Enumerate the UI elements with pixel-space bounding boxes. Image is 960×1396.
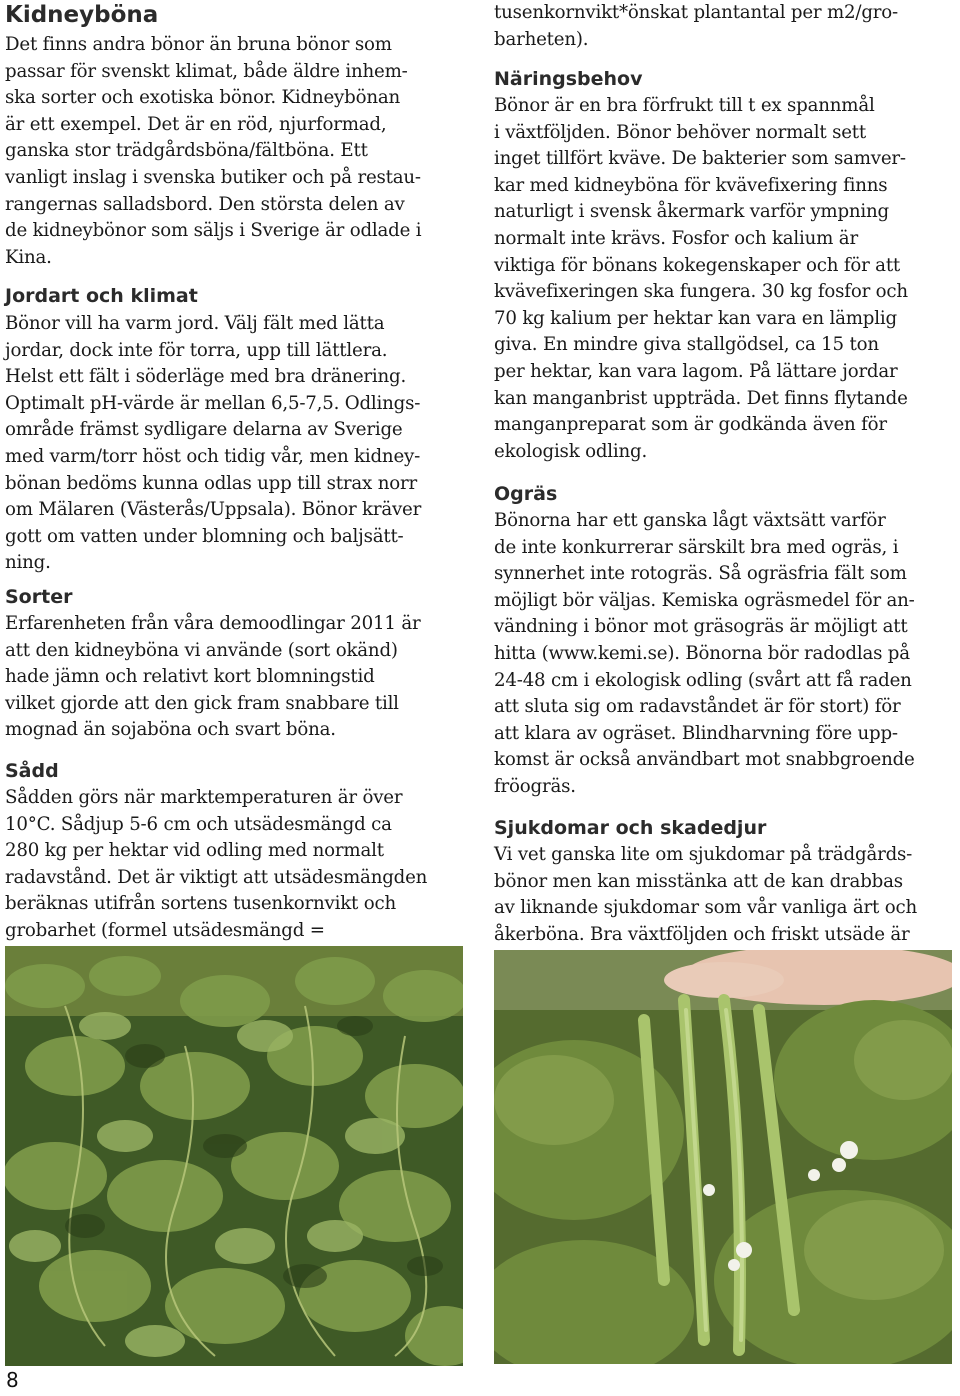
- text-line: barheten).: [494, 28, 589, 50]
- text-line: rangernas salladsbord. Den största delen av: [5, 193, 405, 215]
- text-line: Sådden görs när marktemperaturen är över: [5, 787, 403, 808]
- text-line: ganska stor trädgårdsböna/fältböna. Ett: [5, 140, 368, 162]
- section-heading: Näringsbehov: [494, 68, 643, 90]
- text-line: passar för svenskt klimat, både äldre inhem-: [5, 60, 408, 82]
- text-line: 24-48 cm i ekologisk odling (svårt att få raden: [494, 669, 912, 691]
- paragraph: [494, 0, 898, 53]
- text-line: kar med kidneyböna för kvävefixering finns: [494, 174, 888, 196]
- text-line: Bönorna har ett ganska lågt växtsätt varför: [494, 510, 886, 531]
- text-line: att klara av ogräset. Blindharvning före upp-: [494, 722, 898, 744]
- text-line: ning.: [5, 552, 51, 574]
- text-line: de inte konkurrerar särskilt bra med ogräs, i: [494, 536, 899, 558]
- text-line: manganpreparat som är godkända även för: [494, 414, 887, 436]
- section-heading: Sådd: [5, 760, 59, 782]
- text-line: giva. En mindre giva stallgödsel, ca 15 ton: [494, 334, 879, 356]
- text-line: hade jämn och relativt kort blomningstid: [5, 666, 375, 688]
- text-line: Det finns andra bönor än bruna bönor som: [5, 34, 392, 55]
- text-line: Bönor vill ha varm jord. Välj fält med lätta: [5, 313, 385, 334]
- text-line: möjligt bör väljas. Kemiska ogräsmedel för an-: [494, 589, 915, 611]
- paragraph: [5, 32, 421, 271]
- text-line: med varm/torr höst och tidig vår, men kidney-: [5, 445, 421, 467]
- text-line: 280 kg per hektar vid odling med normalt: [5, 840, 384, 862]
- section-jordart: [5, 283, 421, 577]
- text-line: att sluta sig om radavståndet är för stort) för: [494, 696, 901, 718]
- bean-field-photo: [5, 946, 463, 1366]
- page-number: 8: [6, 1368, 19, 1392]
- text-line: att den kidneyböna vi använde (sort okänd): [5, 639, 398, 661]
- text-line: naturligt i svensk åkermark varför ympning: [494, 201, 889, 223]
- text-line: Erfarenheten från våra demoodlingar 2011 är: [5, 613, 421, 634]
- bean-pods-photo: [494, 950, 952, 1364]
- text-line: vilket gjorde att den gick fram snabbare till: [5, 692, 399, 714]
- section-heading: Sorter: [5, 586, 73, 608]
- text-line: viktiga för bönans kokegenskaper och för att: [494, 254, 901, 276]
- text-line: vändning i bönor mot gräsogräs är möjligt att: [494, 616, 908, 638]
- section-sorter: [5, 584, 420, 744]
- text-line: om Mälaren (Västerås/Uppsala). Bönor kräver: [5, 499, 422, 521]
- text-line: Optimalt pH-värde är mellan 6,5-7,5. Odlings-: [5, 392, 421, 414]
- text-line: normalt inte krävs. Fosfor och kalium är: [494, 227, 858, 249]
- section-ogras: [494, 481, 915, 801]
- text-line: 10°C. Sådjup 5-6 cm och utsädesmängd ca: [5, 813, 392, 835]
- continued-text: [494, 0, 898, 53]
- bean-field-image: [5, 946, 463, 1366]
- text-line: 70 kg kalium per hektar kan vara en lämplig: [494, 307, 897, 329]
- section-sjukdomar: [494, 815, 917, 948]
- text-line: av liknande sjukdomar som vår vanliga ärt och: [494, 897, 917, 919]
- text-line: åkerböna. Bra växtföljden och friskt utsäde är: [494, 923, 910, 945]
- text-line: bönor men kan misstänka att de kan drabbas: [494, 870, 903, 892]
- text-line: område främst sydligare delarna av Sverige: [5, 419, 403, 441]
- text-line: per hektar, kan vara lagom. På lättare jordar: [494, 360, 898, 382]
- text-line: Helst ett fält i söderläge med bra dränering.: [5, 366, 407, 388]
- text-line: de kidneybönor som säljs i Sverige är odlade i: [5, 220, 422, 242]
- text-line: Bönor är en bra förfrukt till t ex spannmål: [494, 95, 875, 116]
- text-line: hitta (www.kemi.se). Bönorna bör radodlas på: [494, 642, 910, 664]
- paragraph: [494, 508, 915, 801]
- text-line: Kina.: [5, 246, 52, 268]
- text-line: inget tillfört kväve. De bakterier som samver-: [494, 148, 906, 170]
- section-heading: Jordart och klimat: [5, 285, 198, 307]
- text-line: tusenkornvikt*önskat plantantal per m2/gro-: [494, 2, 898, 23]
- section-naringsbehov: [494, 66, 908, 465]
- paragraph: [5, 611, 420, 744]
- text-line: jordar, dock inte för torra, upp till lättlera.: [5, 339, 388, 361]
- text-line: kan manganbrist uppträda. Det finns flytande: [494, 387, 908, 409]
- text-line: grobarhet (formel utsädesmängd =: [5, 919, 325, 941]
- text-line: är ett exempel. Det är en röd, njurformad,: [5, 113, 387, 135]
- paragraph: [5, 785, 427, 945]
- bean-pods-image: [494, 950, 952, 1364]
- paragraph: [494, 842, 917, 948]
- text-line: ska sorter och exotiska bönor. Kidneybönan: [5, 87, 400, 109]
- text-line: beräknas utifrån sortens tusenkornvikt och: [5, 893, 396, 915]
- section-heading: Ogräs: [494, 483, 558, 505]
- paragraph: [5, 311, 421, 577]
- text-line: radavstånd. Det är viktigt att utsädesmängden: [5, 866, 428, 888]
- text-line: synnerhet inte rotogräs. Så ogräsfria fält som: [494, 563, 907, 585]
- paragraph: [494, 93, 908, 465]
- text-line: fröogräs.: [494, 775, 576, 797]
- section-heading: Sjukdomar och skadedjur: [494, 817, 767, 839]
- text-line: Vi vet ganska lite om sjukdomar på trädgårds-: [494, 844, 913, 865]
- text-line: gott om vatten under blomning och baljsätt-: [5, 525, 404, 547]
- text-line: i växtföljden. Bönor behöver normalt sett: [494, 121, 867, 143]
- section-heading: Kidneyböna: [5, 2, 159, 28]
- text-line: komst är också användbart mot snabbgroende: [494, 749, 915, 771]
- text-line: mognad än sojaböna och svart böna.: [5, 719, 336, 741]
- text-line: kvävefixeringen ska fungera. 30 kg fosfor och: [494, 281, 908, 303]
- text-line: bönan bedöms kunna odlas upp till strax norr: [5, 472, 417, 494]
- section-kidneybona: [5, 2, 421, 271]
- text-line: ekologisk odling.: [494, 440, 648, 462]
- text-line: vanligt inslag i svenska butiker och på restau-: [5, 166, 421, 188]
- section-sadd: [5, 758, 427, 945]
